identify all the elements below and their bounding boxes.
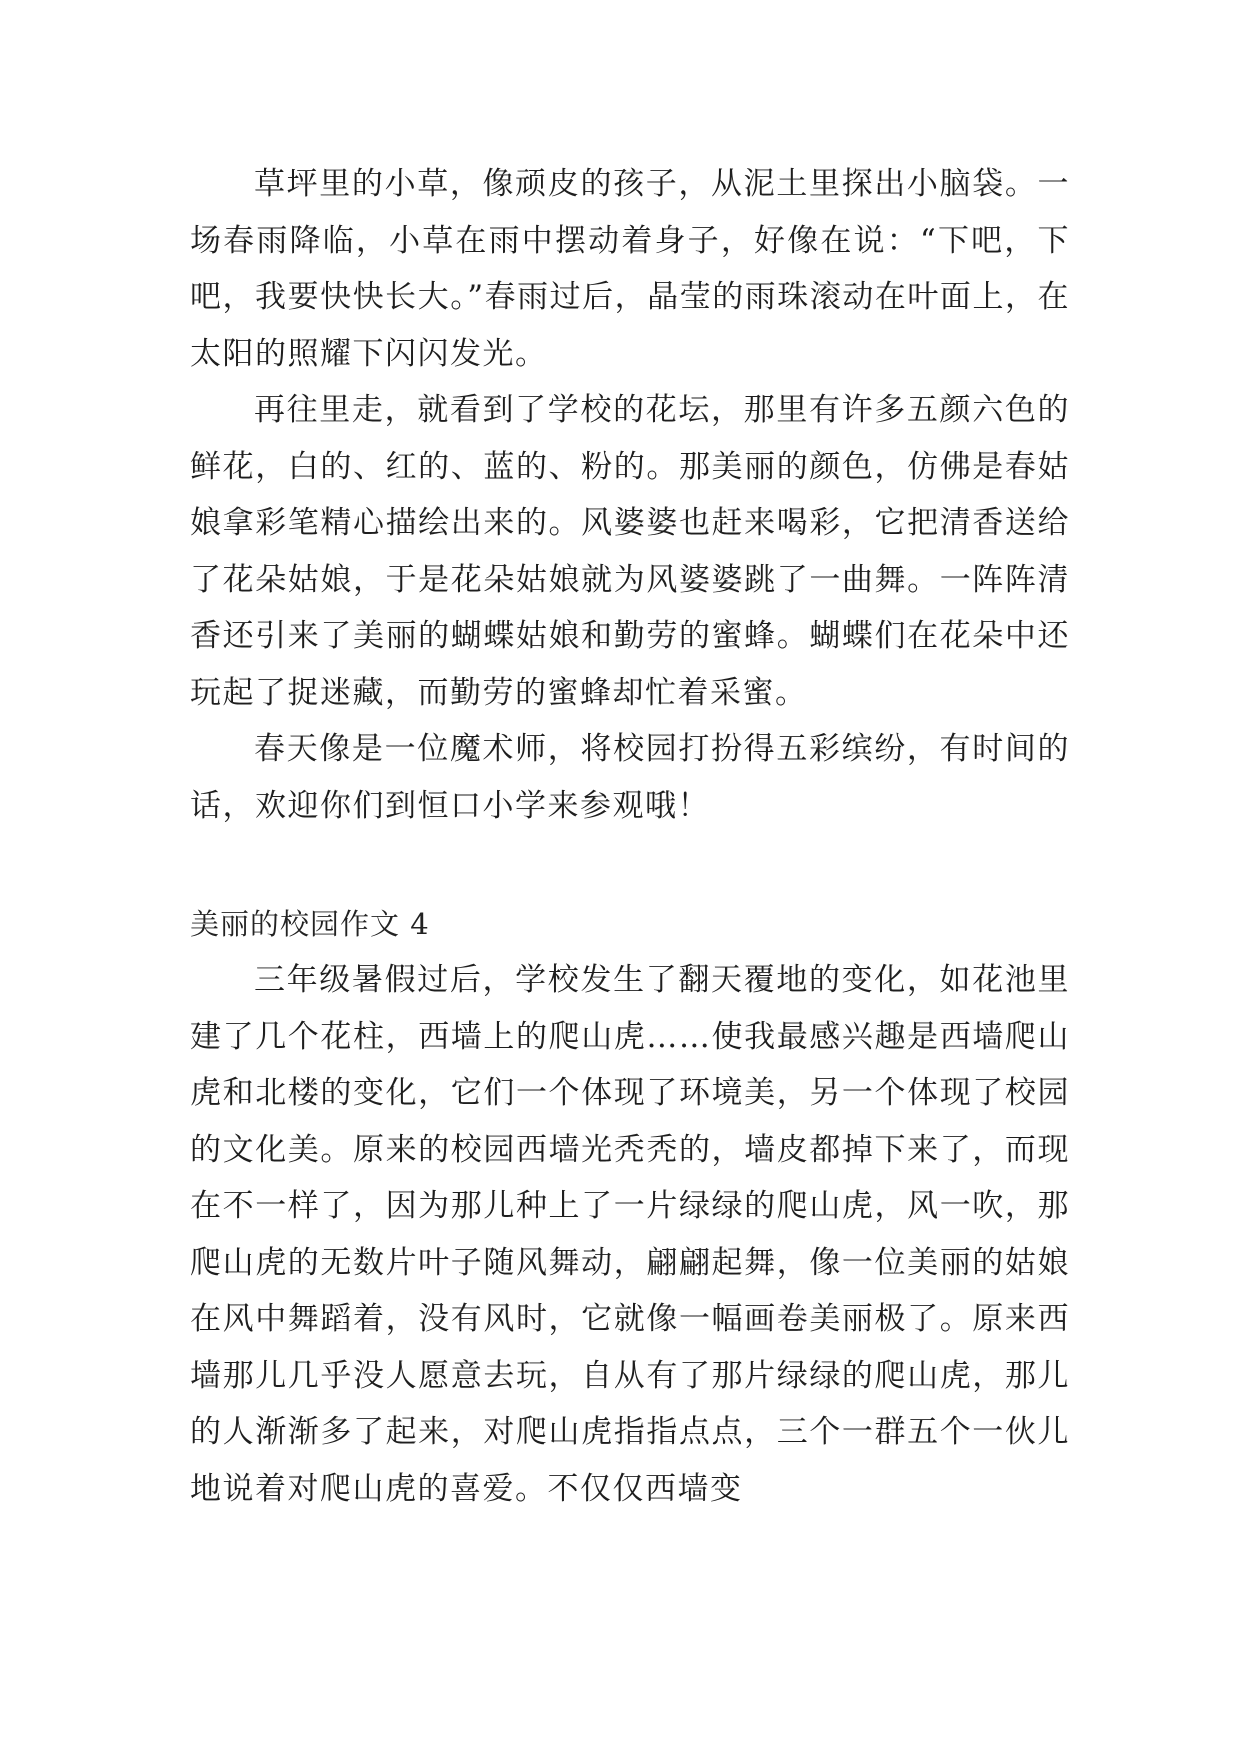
paragraph-grass: 草坪里的小草，像顽皮的孩子，从泥土里探出小脑袋。一场春雨降临，小草在雨中摆动着身子，好像在说：“下吧，下吧，我要快快长大。”春雨过后，晶莹的雨珠滚动在叶面上，在太阳的照耀下闪闪发光。 [190, 166, 1070, 372]
paragraph-flower-bed: 再往里走，就看到了学校的花坛，那里有许多五颜六色的鲜花，白的、红的、蓝的、粉的。那美丽的颜色，仿佛是春姑娘拿彩笔精心描绘出来的。风婆婆也赶来喝彩，它把清香送给了花朵姑娘，于是花朵姑娘就为风婆婆跳了一曲舞。一阵阵清香还引来了美丽的蝴蝶姑娘和勤劳的蜜蜂。蝴蝶们在花朵中还玩起了捉迷藏，而勤劳的蜜蜂却忙着采蜜。 [190, 392, 1070, 711]
paragraph-spring-magician: 春天像是一位魔术师，将校园打扮得五彩缤纷，有时间的话，欢迎你们到恒口小学来参观哦！ [190, 731, 1070, 824]
paragraph-west-wall: 三年级暑假过后，学校发生了翻天覆地的变化，如花池里建了几个花柱，西墙上的爬山虎……使我最感兴趣是西墙爬山虎和北楼的变化，它们一个体现了环境美，另一个体现了校园的文化美。原来的校园西墙光秃秃的，墙皮都掉下来了，而现在不一样了，因为那儿种上了一片绿绿的爬山虎，风一吹，那爬山虎的无数片叶子随风舞动，翩翩起舞，像一位美丽的姑娘在风中舞蹈着，没有风时，它就像一幅画卷美丽极了。原来西墙那儿几乎没人愿意去玩，自从有了那片绿绿的爬山虎，那儿的人渐渐多了起来，对爬山虎指指点点，三个一群五个一伙儿地说着对爬山虎的喜爱。不仅仅西墙变 [190, 962, 1070, 1507]
section-heading: 美丽的校园作文 4 [190, 907, 430, 941]
document-body [190, 156, 1070, 1517]
